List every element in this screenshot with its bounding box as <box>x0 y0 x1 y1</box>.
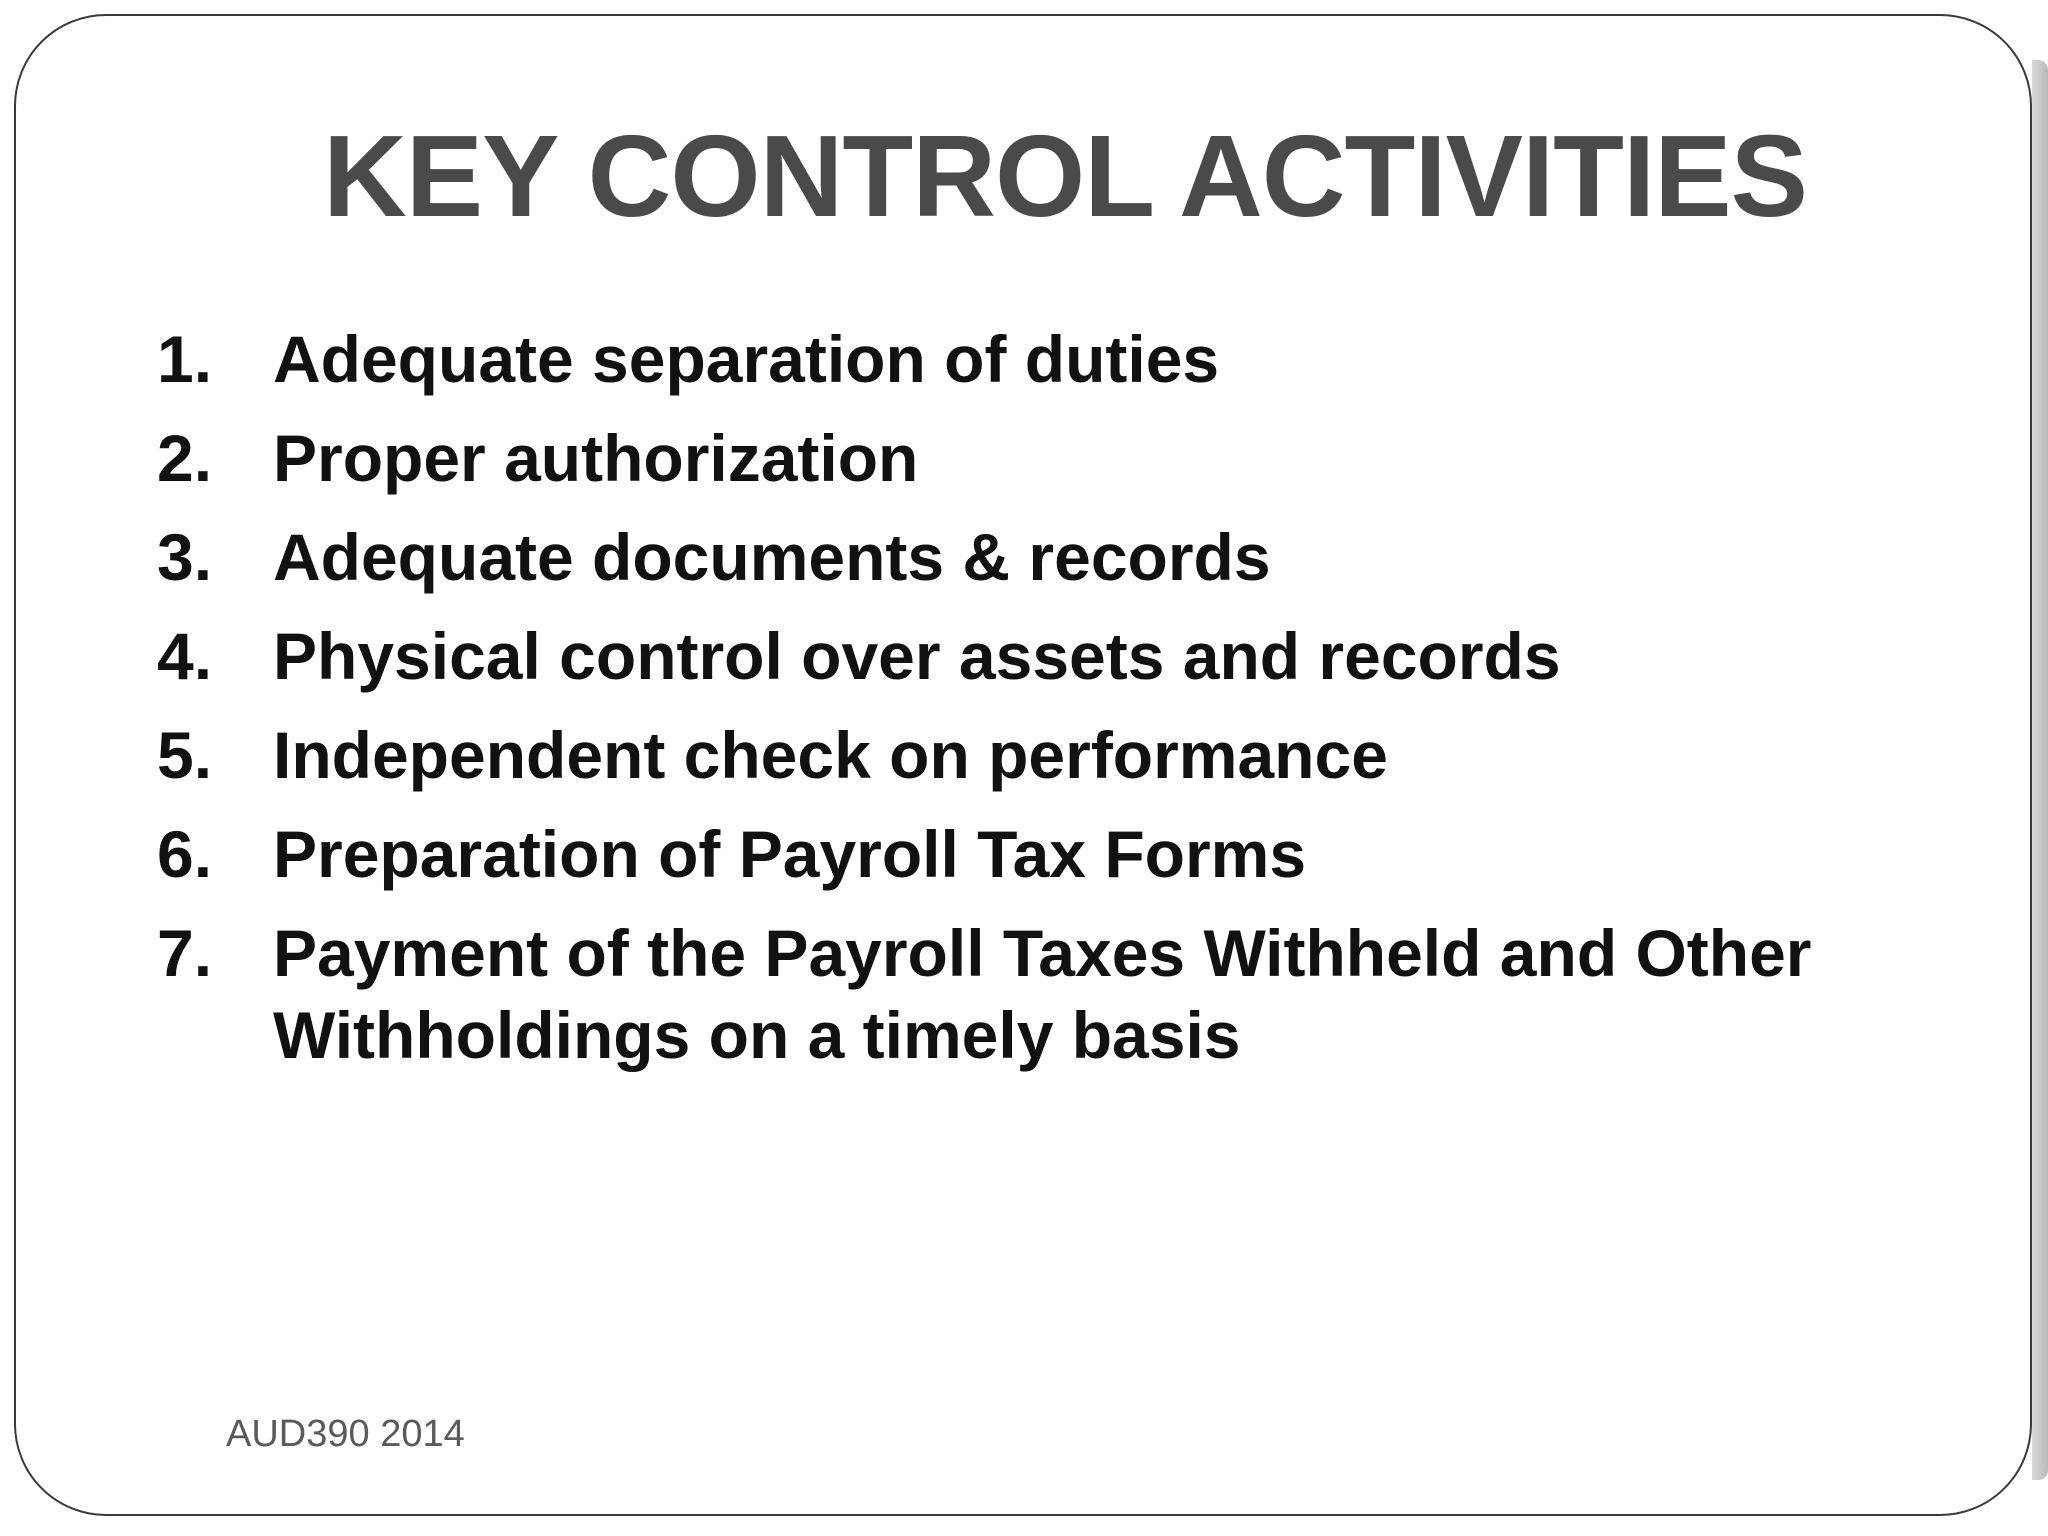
list-item-number: 5. <box>157 718 213 792</box>
list-item <box>157 318 1937 400</box>
list-item-text: Payment of the Payroll Taxes Withheld and Other Withholdings on a timely basis <box>273 916 1812 1072</box>
list-item <box>157 714 1937 796</box>
list-item-number: 3. <box>157 520 213 594</box>
list-item-text: Independent check on performance <box>273 718 1388 792</box>
list-item <box>157 912 1937 1076</box>
slide-footer: AUD390 2014 <box>226 1413 465 1455</box>
list-item-number: 4. <box>157 619 213 693</box>
list-item-text: Preparation of Payroll Tax Forms <box>273 817 1307 891</box>
list-item-text: Physical control over assets and records <box>273 619 1561 693</box>
list-item <box>157 813 1937 895</box>
list-item-text: Proper authorization <box>273 421 919 495</box>
list-item <box>157 615 1937 697</box>
slide-shadow-edge <box>2032 60 2048 1480</box>
control-activities-list <box>157 318 1937 1093</box>
list-item-number: 1. <box>157 322 213 396</box>
slide-title: KEY CONTROL ACTIVITIES <box>322 111 1808 241</box>
list-item-number: 6. <box>157 817 213 891</box>
list-item-number: 2. <box>157 421 213 495</box>
list-item-text: Adequate separation of duties <box>273 322 1220 396</box>
list-item-number: 7. <box>157 916 213 990</box>
list-item <box>157 417 1937 499</box>
list-item-text: Adequate documents & records <box>273 520 1271 594</box>
list-item <box>157 516 1937 598</box>
